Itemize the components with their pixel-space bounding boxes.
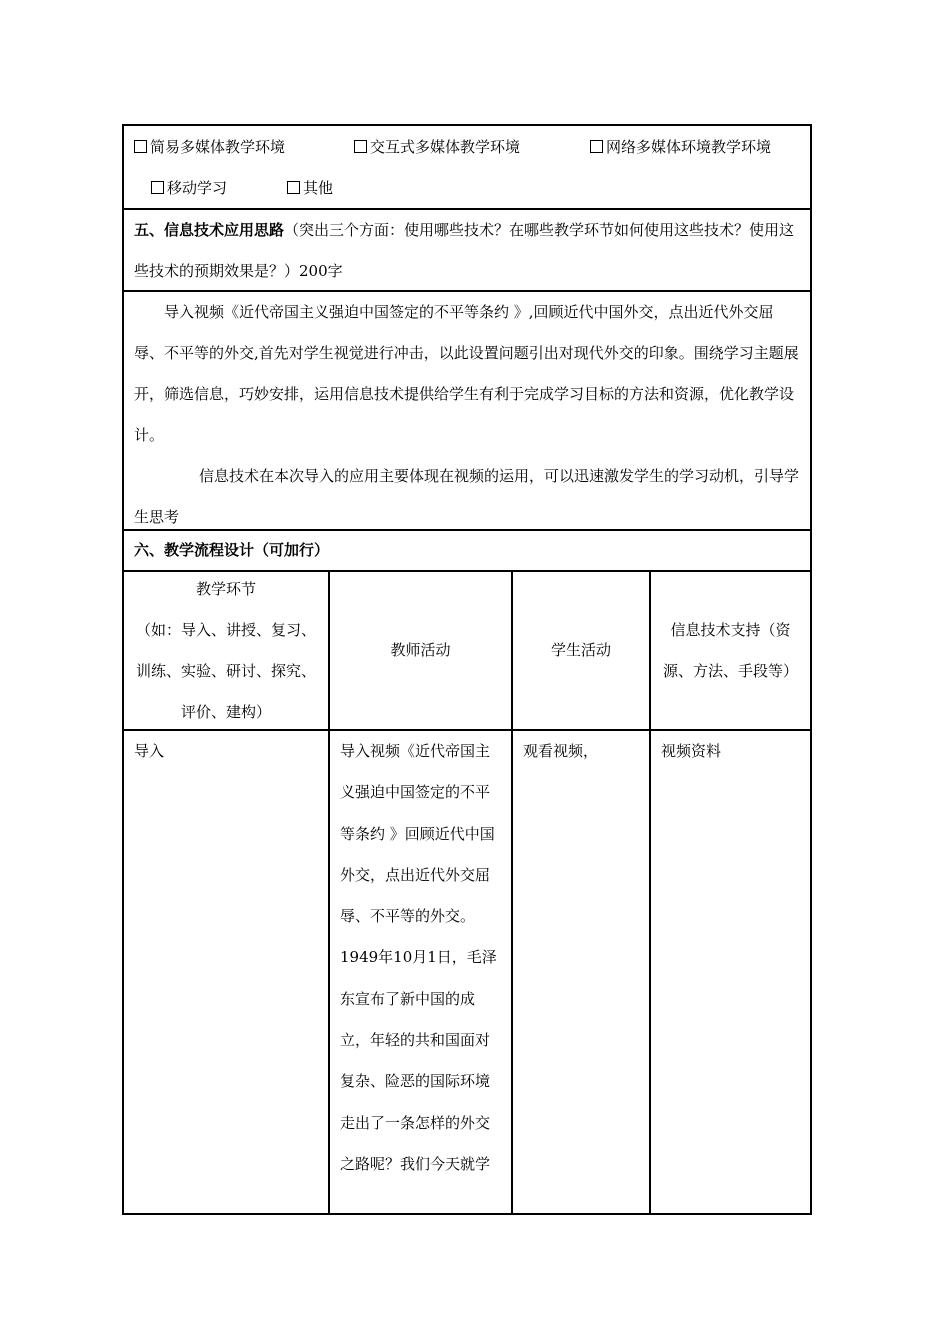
env-option-other[interactable]: 其他 — [287, 177, 333, 198]
table-row — [124, 731, 810, 1215]
header-tech-support: 信息技术支持（资源、方法、手段等） — [662, 620, 798, 680]
row-stage: 导入 — [124, 731, 330, 1213]
flow-table-header — [124, 572, 810, 731]
section5-title: 五、信息技术应用思路 — [134, 221, 285, 239]
row-tech-support: 视频资料 — [661, 742, 722, 760]
row-teacher-activity: 导入视频《近代帝国主义强迫中国签定的不平等条约 》回顾近代中国外交，点出近代外交屈辱、不平等的外交。1949年10月1日，毛泽东宣布了新中国的成立，年轻的共和国面对复杂、险恶的国际环境走出了一条怎样的外交之路呢？我们今天就学 — [330, 731, 513, 1213]
header-student-activity: 学生活动 — [513, 572, 651, 729]
checkbox-icon — [134, 140, 147, 153]
section5-paragraph-1: 导入视频《近代帝国主义强迫中国签定的不平等条约 》,回顾近代中国外交，点出近代外交屈辱、不平等的外交,首先对学生视觉进行冲击，以此设置问题引出对现代外交的印象。围绕学习主题展开，筛选信息，巧妙安排，运用信息技术提供给学生有利于完成学习目标的方法和资源，优化教学设计。 — [134, 303, 799, 444]
section5-note: （突出三个方面：使用哪些技术？在哪些教学环节如何使用这些技术？使用这些技术的预期效果是？）200字 — [134, 221, 795, 280]
checkbox-icon — [287, 181, 300, 194]
env-option-interactive[interactable]: 交互式多媒体教学环境 — [354, 136, 590, 157]
lesson-plan-table — [122, 124, 812, 1215]
header-teacher-activity: 教师活动 — [330, 572, 513, 729]
checkbox-icon — [590, 140, 603, 153]
checkbox-icon — [354, 140, 367, 153]
row-student-activity: 观看视频， — [513, 731, 651, 1213]
section5-paragraph-2: 信息技术在本次导入的应用主要体现在视频的运用，可以迅速激发学生的学习动机，引导学生思考 — [134, 467, 800, 526]
env-options-row — [124, 126, 810, 210]
section5-heading-row — [124, 210, 810, 292]
header-stage: 教学环节 （如：导入、讲授、复习、训练、实验、研讨、探究、评价、建构） — [124, 572, 330, 729]
env-option-simple[interactable]: 简易多媒体教学环境 — [134, 136, 354, 157]
section6-title: 六、教学流程设计（可加行） — [124, 531, 810, 572]
checkbox-icon — [151, 181, 164, 194]
env-option-mobile[interactable]: 移动学习 — [151, 177, 287, 198]
section5-content-row — [124, 292, 810, 531]
env-option-network[interactable]: 网络多媒体环境教学环境 — [590, 136, 771, 157]
